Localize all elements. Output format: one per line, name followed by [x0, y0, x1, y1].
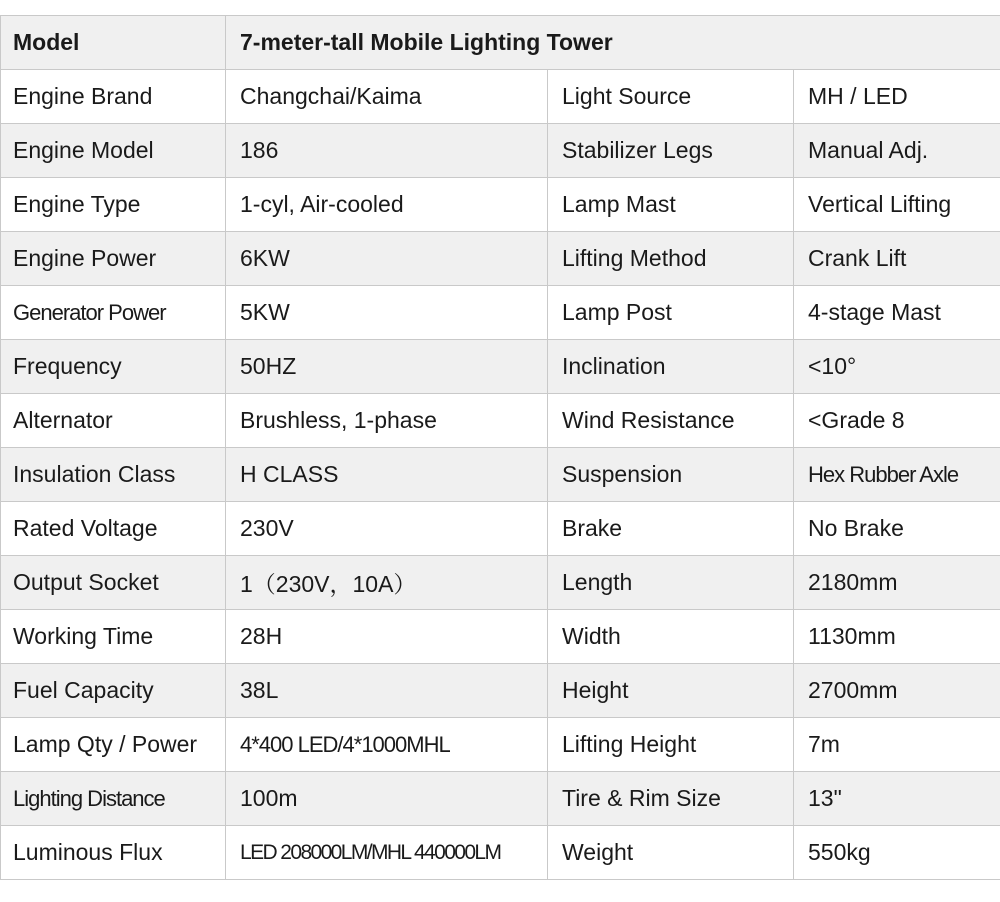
spec-value: No Brake [794, 502, 1000, 556]
spec-label: Brake [548, 502, 794, 556]
table-row [1, 772, 1000, 826]
spec-value: 2180mm [794, 556, 1000, 610]
spec-label: Engine Brand [1, 70, 226, 124]
spec-label: Working Time [1, 610, 226, 664]
spec-value: Crank Lift [794, 232, 1000, 286]
spec-value: 1130mm [794, 610, 1000, 664]
spec-value: 5KW [226, 286, 548, 340]
spec-value: 550kg [794, 826, 1000, 880]
spec-label: Light Source [548, 70, 794, 124]
spec-label: Alternator [1, 394, 226, 448]
spec-label: Engine Power [1, 232, 226, 286]
spec-value: Vertical Lifting [794, 178, 1000, 232]
spec-value: 6KW [226, 232, 548, 286]
spec-label: Rated Voltage [1, 502, 226, 556]
table-row [1, 826, 1000, 880]
spec-value: Manual Adj. [794, 124, 1000, 178]
spec-value: <10° [794, 340, 1000, 394]
spec-value: <Grade 8 [794, 394, 1000, 448]
table-row [1, 502, 1000, 556]
spec-label: Insulation Class [1, 448, 226, 502]
table-row [1, 70, 1000, 124]
spec-value: 7m [794, 718, 1000, 772]
spec-value: 230V [226, 502, 548, 556]
table-row [1, 556, 1000, 610]
spec-label: Stabilizer Legs [548, 124, 794, 178]
table-row [1, 610, 1000, 664]
table-row [1, 232, 1000, 286]
spec-value: LED 208000LM/MHL 440000LM [226, 826, 548, 880]
spec-value: 2700mm [794, 664, 1000, 718]
table-row [1, 394, 1000, 448]
spec-label: Lamp Post [548, 286, 794, 340]
header-value: 7-meter-tall Mobile Lighting Tower [226, 16, 1000, 70]
spec-label: Length [548, 556, 794, 610]
spec-value: 186 [226, 124, 548, 178]
spec-value: 1-cyl, Air-cooled [226, 178, 548, 232]
spec-label: Frequency [1, 340, 226, 394]
spec-label: Height [548, 664, 794, 718]
spec-value: 50HZ [226, 340, 548, 394]
spec-value: Changchai/Kaima [226, 70, 548, 124]
table-row [1, 178, 1000, 232]
spec-label: Output Socket [1, 556, 226, 610]
table-row [1, 340, 1000, 394]
spec-value: 38L [226, 664, 548, 718]
spec-value: 4*400 LED/4*1000MHL [226, 718, 548, 772]
spec-label: Lifting Height [548, 718, 794, 772]
spec-label: Lighting Distance [1, 772, 226, 826]
spec-label: Engine Type [1, 178, 226, 232]
spec-label: Suspension [548, 448, 794, 502]
spec-value: Hex Rubber Axle [794, 448, 1000, 502]
spec-label: Fuel Capacity [1, 664, 226, 718]
table-row [1, 448, 1000, 502]
spec-label: Generator Power [1, 286, 226, 340]
spec-label: Inclination [548, 340, 794, 394]
table-header-row [1, 16, 1000, 70]
spec-label: Luminous Flux [1, 826, 226, 880]
spec-label: Engine Model [1, 124, 226, 178]
spec-label: Width [548, 610, 794, 664]
spec-value: 4-stage Mast [794, 286, 1000, 340]
spec-label: Tire & Rim Size [548, 772, 794, 826]
spec-label: Weight [548, 826, 794, 880]
spec-value: MH / LED [794, 70, 1000, 124]
table-row [1, 124, 1000, 178]
spec-value: 1（230V，10A） [226, 556, 548, 610]
spec-label: Wind Resistance [548, 394, 794, 448]
header-label: Model [1, 16, 226, 70]
spec-value: H CLASS [226, 448, 548, 502]
spec-label: Lifting Method [548, 232, 794, 286]
table-row [1, 718, 1000, 772]
table-row [1, 286, 1000, 340]
spec-label: Lamp Qty / Power [1, 718, 226, 772]
table-row [1, 664, 1000, 718]
spec-value: 28H [226, 610, 548, 664]
spec-value: 13" [794, 772, 1000, 826]
spec-label: Lamp Mast [548, 178, 794, 232]
spec-value: 100m [226, 772, 548, 826]
spec-table [0, 15, 1000, 880]
spec-value: Brushless, 1-phase [226, 394, 548, 448]
